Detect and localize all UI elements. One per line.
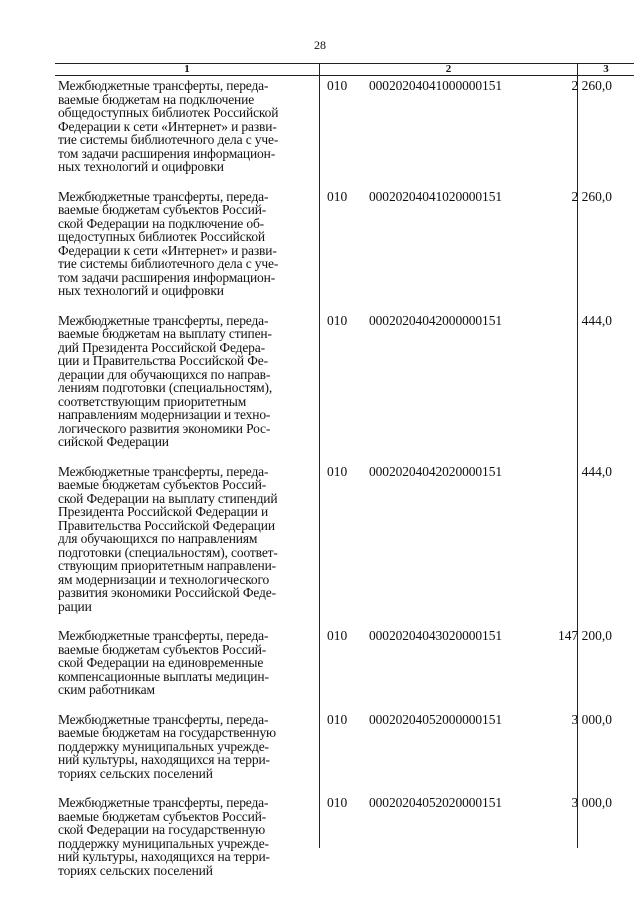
row-amount: 3 000,0	[571, 711, 612, 727]
description-line: дерации для обучающихся по направ-	[58, 366, 271, 382]
description-line: ям модернизации и технологического	[58, 571, 270, 587]
table-row	[55, 713, 634, 781]
description-line: ской Федерации на подключение об-	[58, 215, 265, 231]
row-admin-code: 010	[327, 312, 348, 328]
table-row	[55, 190, 634, 298]
table-row	[55, 629, 634, 697]
row-admin-code: 010	[327, 463, 348, 479]
row-description	[55, 190, 316, 298]
description-line: общедоступных библиотек Российской	[58, 105, 279, 120]
header-col-2: 2	[445, 63, 452, 75]
description-line: Межбюджетные трансферты, переда-	[58, 312, 269, 328]
description-line: сийской Федерации	[58, 434, 169, 449]
row-admin-code: 010	[327, 628, 348, 643]
row-description	[55, 713, 316, 781]
row-description	[55, 79, 316, 174]
description-line: ваемые бюджетам на подключение	[58, 91, 255, 107]
row-budget-code: 00020204042000000151	[369, 312, 503, 328]
description-line: поддержку муниципальных учрежде-	[58, 835, 269, 851]
description-line: Межбюджетные трансферты, переда-	[58, 628, 269, 643]
description-line: лениям подготовки (специальностям),	[58, 380, 273, 395]
description-line: щедоступных библиотек Российской	[58, 229, 265, 244]
description-line: том задачи расширения информацион-	[58, 145, 276, 161]
description-line: Межбюджетные трансферты, переда-	[58, 795, 269, 810]
description-line: Правительства Российской Федерации	[58, 517, 275, 533]
table-row	[55, 465, 634, 614]
row-budget-code: 00020204052000000151	[369, 711, 503, 727]
description-line: том задачи расширения информацион-	[58, 269, 276, 285]
description-line: ных технологий и оцифровки	[58, 283, 224, 298]
description-line: ской Федерации на выплату стипендий	[58, 490, 278, 506]
description-line: Президента Российской Федерации и	[58, 504, 269, 519]
description-line: ской Федерации на государственную	[58, 822, 266, 837]
description-line: поддержку муниципальных учрежде-	[58, 738, 269, 754]
row-description	[55, 796, 316, 877]
description-line: Федерации к сети «Интернет» и разви-	[58, 118, 277, 134]
description-line: компенсационные выплаты медицин-	[58, 668, 269, 684]
row-description	[55, 465, 316, 614]
row-amount: 444,0	[581, 463, 612, 479]
description-line: ний культуры, находящихся на терри-	[58, 752, 270, 767]
table-row	[55, 79, 634, 174]
row-amount: 3 000,0	[571, 795, 612, 810]
description-line: ных технологий и оцифровки	[58, 159, 224, 174]
description-line: тие системы библиотечного дела с уче-	[58, 256, 279, 271]
row-admin-code: 010	[327, 78, 348, 93]
row-amount: 2 260,0	[571, 188, 612, 204]
description-line: подготовки (специальностям), соответ-	[58, 544, 278, 560]
description-line: ваемые бюджетам субъектов Россий-	[58, 477, 267, 492]
row-budget-code: 00020204052020000151	[369, 795, 503, 810]
description-line: для обучающихся по направлениям	[58, 531, 258, 546]
row-amount: 444,0	[581, 312, 612, 328]
description-line: ваемые бюджетам субъектов Россий-	[58, 641, 267, 657]
description-line: развития экономики Российской Феде-	[58, 585, 276, 600]
header-col-1: 1	[184, 63, 190, 75]
description-line: Межбюджетные трансферты, переда-	[58, 711, 269, 727]
description-line: ским работникам	[58, 682, 155, 697]
description-line: ториях сельских поселений	[58, 765, 213, 781]
description-line: дий Президента Российской Федера-	[58, 339, 265, 355]
budget-table	[55, 63, 634, 878]
description-line: ваемые бюджетам на государственную	[58, 725, 276, 740]
row-description	[55, 629, 316, 697]
description-line: направлениям модернизации и техно-	[58, 407, 271, 422]
row-budget-code: 00020204043020000151	[369, 628, 503, 643]
description-line: ской Федерации на единовременные	[58, 655, 264, 670]
description-line: логического развития экономики Рос-	[58, 420, 271, 436]
description-line: ваемые бюджетам на выплату стипен-	[58, 326, 272, 341]
row-description	[55, 314, 316, 449]
table-row	[55, 796, 634, 877]
description-line: Межбюджетные трансферты, переда-	[58, 78, 269, 93]
row-amount: 147 200,0	[558, 628, 612, 643]
description-line: тие системы библиотечного дела с уче-	[58, 132, 279, 147]
row-amount: 2 260,0	[571, 78, 612, 93]
row-budget-code: 00020204041000000151	[369, 78, 503, 93]
description-line: ствующим приоритетным направлени-	[58, 558, 277, 573]
table-row	[55, 314, 634, 449]
description-line: ции и Правительства Российской Фе-	[58, 353, 268, 368]
row-admin-code: 010	[327, 188, 348, 204]
table-header-rule	[55, 75, 634, 76]
description-line: соответствующим приоритетным	[58, 393, 247, 409]
description-line: Межбюджетные трансферты, переда-	[58, 188, 269, 204]
description-line: рации	[58, 598, 92, 614]
row-budget-code: 00020204042020000151	[369, 463, 503, 479]
header-col-3: 3	[603, 63, 609, 75]
description-line: ний культуры, находящихся на терри-	[58, 849, 270, 864]
table-body	[55, 79, 634, 893]
row-budget-code: 00020204041020000151	[369, 188, 503, 204]
page-number: 28	[314, 38, 326, 52]
description-line: ваемые бюджетам субъектов Россий-	[58, 202, 267, 217]
description-line: Федерации к сети «Интернет» и разви-	[58, 242, 277, 258]
description-line: ваемые бюджетам субъектов Россий-	[58, 808, 267, 824]
row-admin-code: 010	[327, 795, 348, 810]
description-line: Межбюджетные трансферты, переда-	[58, 463, 269, 479]
description-line: ториях сельских поселений	[58, 862, 213, 878]
row-admin-code: 010	[327, 711, 348, 727]
